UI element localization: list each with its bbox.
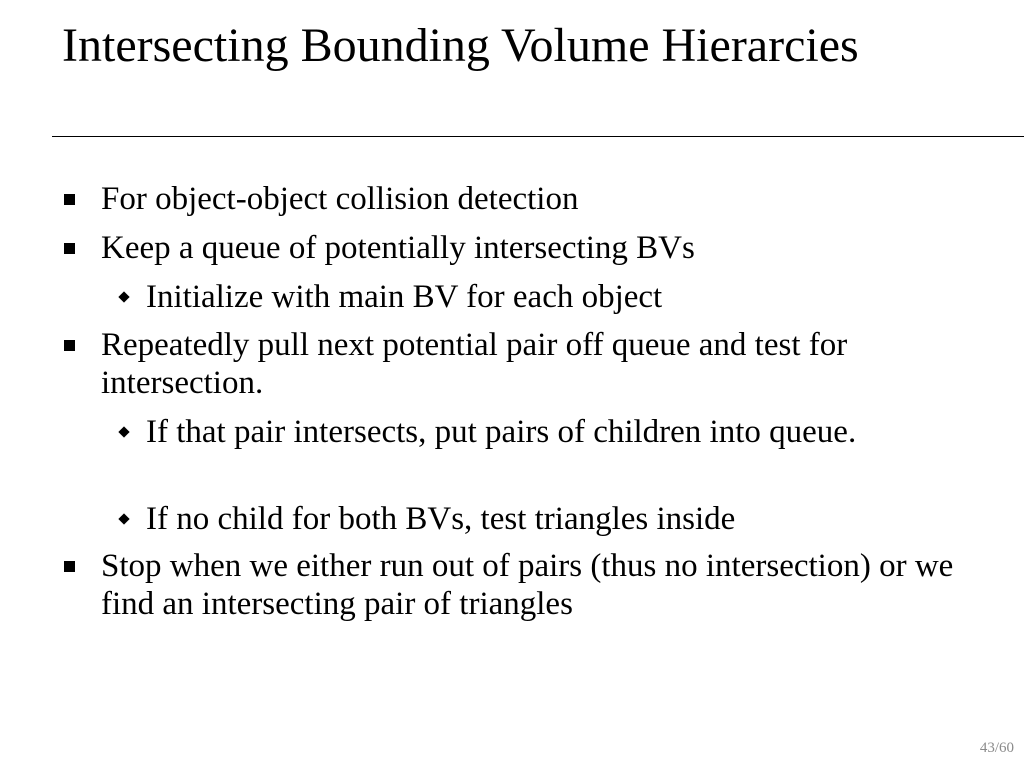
sub-bullet-text: Initialize with main BV for each object	[146, 279, 663, 315]
diamond-bullet-icon	[118, 413, 132, 451]
diamond-bullet-icon	[118, 278, 132, 316]
slide-title: Intersecting Bounding Volume Hierarcies	[62, 19, 859, 72]
page-number: 43/60	[979, 740, 1014, 756]
bullet-text: For object-object collision detection	[101, 181, 579, 217]
sub-bullet-text: If no child for both BVs, test triangles inside	[146, 501, 736, 537]
sub-bullet-item	[146, 500, 906, 538]
bullet-item	[101, 326, 971, 402]
sub-bullet-item	[146, 413, 906, 451]
sub-bullet-text: If that pair intersects, put pairs of children into queue.	[146, 414, 857, 450]
square-bullet-icon	[64, 180, 78, 218]
square-bullet-icon	[64, 326, 78, 364]
diamond-bullet-icon	[118, 500, 132, 538]
bullet-item	[101, 229, 971, 267]
bullet-item	[101, 547, 971, 623]
bullet-text: Keep a queue of potentially intersecting BVs	[101, 230, 695, 266]
bullet-text: Repeatedly pull next potential pair off queue and test for intersection.	[101, 327, 848, 401]
bullet-item	[101, 180, 971, 218]
sub-bullet-item	[146, 278, 906, 316]
title-divider	[52, 136, 1024, 137]
square-bullet-icon	[64, 229, 78, 267]
square-bullet-icon	[64, 547, 78, 585]
bullet-text: Stop when we either run out of pairs (thus no intersection) or we find an intersecting pair of triangles	[101, 548, 954, 622]
